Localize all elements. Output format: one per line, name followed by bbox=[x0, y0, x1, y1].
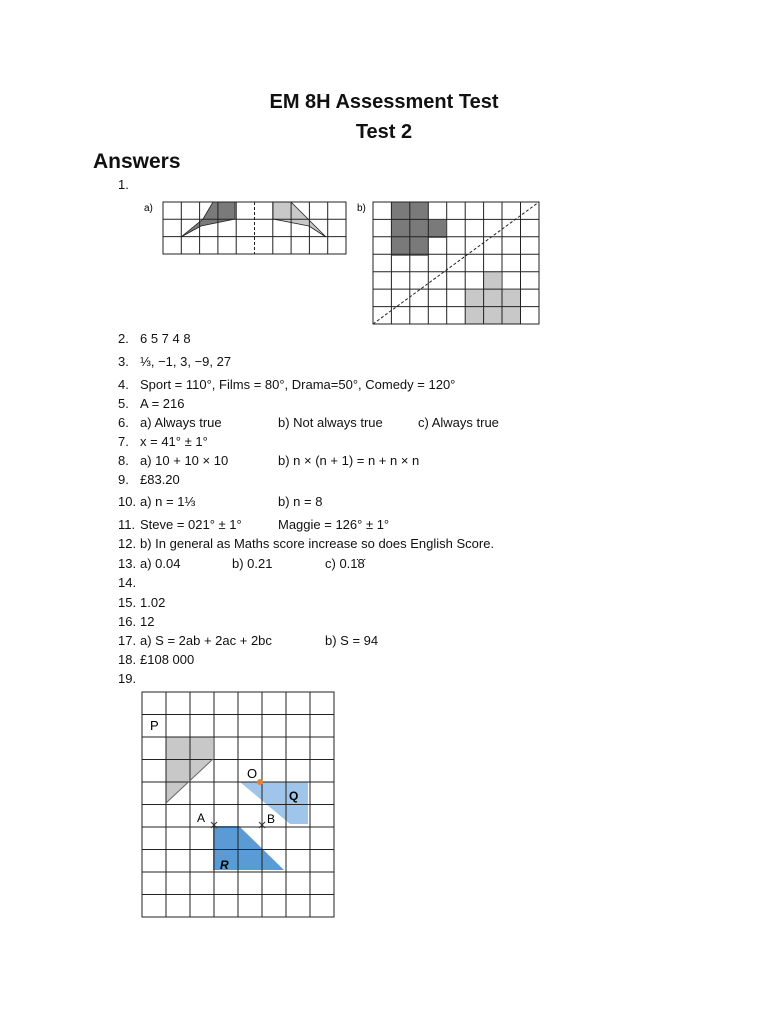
answer-text-b: b) 0.21 bbox=[232, 556, 273, 571]
answer-text-a: Steve = 021° ± 1° bbox=[140, 517, 242, 532]
question-number: 19. bbox=[118, 671, 137, 686]
answer-text-a: a) Always true bbox=[140, 415, 222, 430]
question-number: 18. bbox=[118, 652, 137, 667]
answer-text: £108 000 bbox=[140, 652, 195, 667]
answer-text-a: a) S = 2ab + 2ac + 2bc bbox=[140, 633, 272, 648]
q1-label-b: b) bbox=[357, 203, 366, 214]
label-p: P bbox=[150, 718, 159, 733]
answer-text-b: Maggie = 126° ± 1° bbox=[278, 517, 390, 532]
question-number: 9. bbox=[118, 472, 129, 487]
answer-text: 12 bbox=[140, 614, 155, 629]
q1-diagram-a bbox=[140, 198, 355, 260]
answer-text-c: c) Always true bbox=[418, 415, 499, 430]
question-number: 8. bbox=[118, 453, 129, 468]
question-number: 10. bbox=[118, 494, 137, 509]
answer-text: £83.20 bbox=[140, 472, 180, 487]
label-q: Q bbox=[289, 789, 299, 803]
answer-text: 6 5 7 4 8 bbox=[140, 331, 191, 346]
page-title: EM 8H Assessment Test bbox=[269, 91, 499, 113]
question-number: 17. bbox=[118, 633, 137, 648]
q19-diagram bbox=[140, 690, 338, 920]
answer-text-b: b) S = 94 bbox=[325, 633, 379, 648]
label-r: R bbox=[220, 858, 229, 872]
answer-text-a: a) n = 1⅓ bbox=[140, 494, 196, 509]
q1-diagram-b bbox=[355, 198, 545, 328]
q1-label-a: a) bbox=[144, 203, 153, 214]
question-number: 16. bbox=[118, 614, 137, 629]
question-number: 12. bbox=[118, 536, 137, 551]
question-number: 5. bbox=[118, 396, 129, 411]
answer-text-b: b) n × (n + 1) = n + n × n bbox=[278, 453, 420, 468]
question-number: 7. bbox=[118, 434, 129, 449]
question-number: 13. bbox=[118, 556, 137, 571]
answer-text-b: b) n = 8 bbox=[278, 494, 323, 509]
question-number-1: 1. bbox=[118, 177, 129, 192]
question-number: 6. bbox=[118, 415, 129, 430]
label-b: B bbox=[267, 812, 276, 826]
answer-text-c: c) 0.1̇8̇ bbox=[325, 556, 365, 571]
answer-text: 1.02 bbox=[140, 595, 166, 610]
question-number: 2. bbox=[118, 331, 129, 346]
answer-text: Sport = 110°, Films = 80°, Drama=50°, Comedy = 120° bbox=[140, 377, 456, 392]
label-a: A bbox=[197, 811, 206, 825]
point-o-marker bbox=[257, 779, 263, 785]
answer-text: A = 216 bbox=[140, 396, 185, 411]
answers-heading: Answers bbox=[93, 150, 181, 173]
answer-text: ⅓, −1, 3, −9, 27 bbox=[140, 354, 232, 369]
label-o: O bbox=[247, 766, 258, 781]
page-subtitle: Test 2 bbox=[355, 121, 413, 143]
answer-text: b) In general as Maths score increase so does English Score. bbox=[140, 536, 495, 551]
answer-text-b: b) Not always true bbox=[278, 415, 383, 430]
question-number: 3. bbox=[118, 354, 129, 369]
answer-text-a: a) 10 + 10 × 10 bbox=[140, 453, 229, 468]
question-number: 11. bbox=[118, 517, 136, 532]
answer-text: x = 41° ± 1° bbox=[140, 434, 208, 449]
question-number: 14. bbox=[118, 575, 137, 590]
answer-text-a: a) 0.04 bbox=[140, 556, 181, 571]
question-number: 15. bbox=[118, 595, 137, 610]
question-number: 4. bbox=[118, 377, 129, 392]
